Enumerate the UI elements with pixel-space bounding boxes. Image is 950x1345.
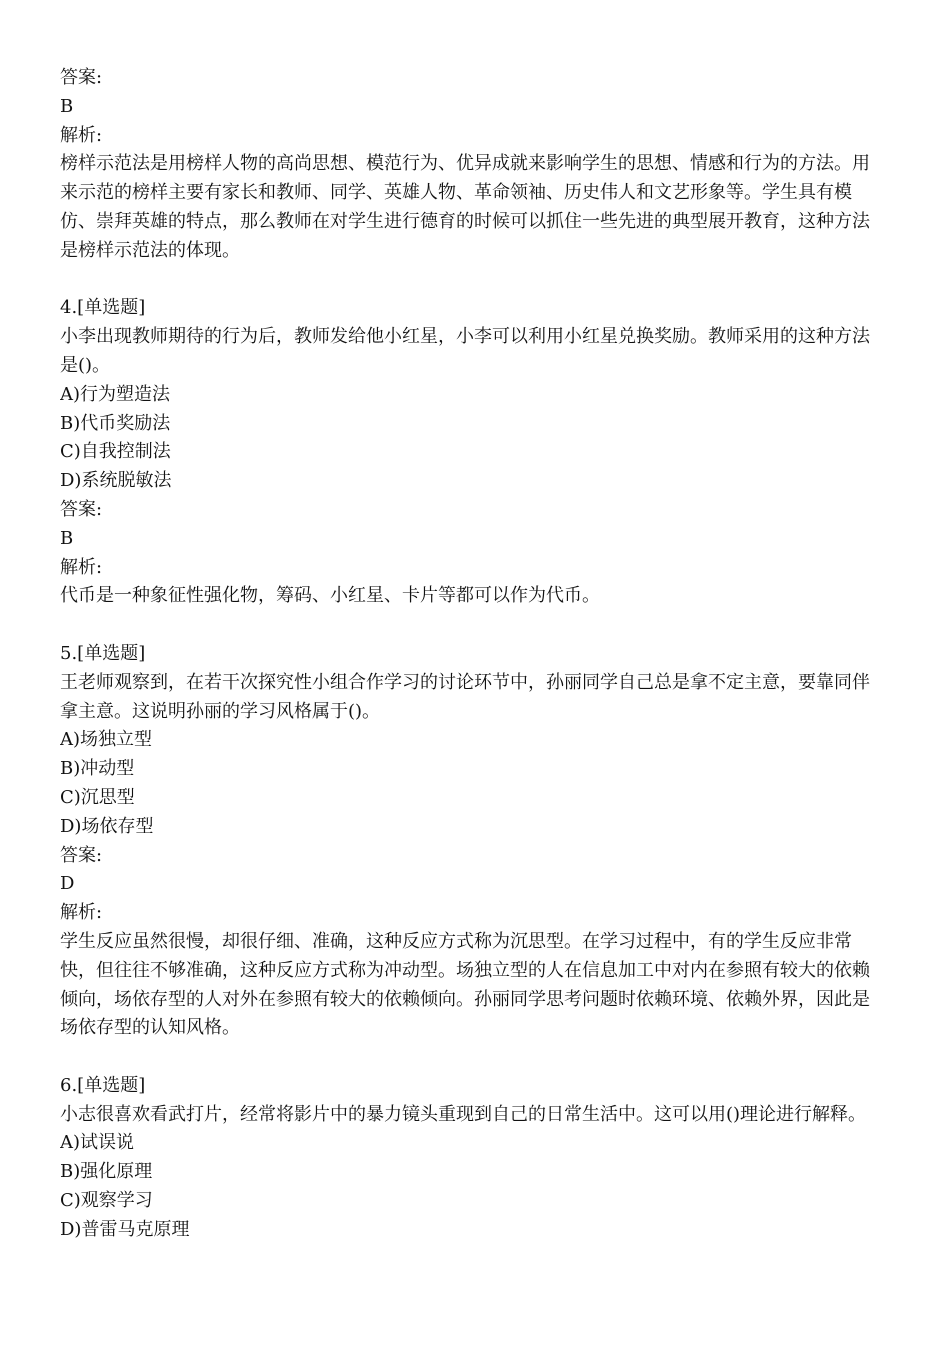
spacer	[60, 1043, 886, 1072]
question-header: 6.[单选题]	[60, 1074, 146, 1096]
option-c: C)沉思型	[60, 786, 135, 808]
answer-label: 答案:	[60, 498, 103, 520]
option-b: B)代币奖励法	[60, 412, 171, 434]
question-stem: 小志很喜欢看武打片，经常将影片中的暴力镜头重现到自己的日常生活中。这可以用()理论进行解释。	[60, 1103, 867, 1125]
option-a: A)试误说	[60, 1132, 135, 1154]
answer-value: B	[60, 95, 74, 117]
option-d: D)场依存型	[60, 815, 154, 837]
option-c: C)自我控制法	[60, 441, 171, 463]
answer-label: 答案:	[60, 844, 103, 866]
question-stem: 王老师观察到，在若干次探究性小组合作学习的讨论环节中，孙丽同学自己总是拿不定主意，要靠同伴拿主意。这说明孙丽的学习风格属于()。	[60, 671, 870, 722]
option-a: A)行为塑造法	[60, 383, 171, 405]
question-header: 4.[单选题]	[60, 297, 146, 319]
question-stem: 小李出现教师期待的行为后，教师发给他小红星，小李可以利用小红星兑换奖励。教师采用的这种方法是()。	[60, 326, 870, 376]
spacer	[60, 266, 886, 295]
answer-value: D	[60, 873, 75, 895]
option-d: D)普雷马克原理	[60, 1218, 190, 1240]
option-b: B)强化原理	[60, 1161, 153, 1183]
analysis-text: 学生反应虽然很慢，却很仔细、准确，这种反应方式称为沉思型。在学习过程中，有的学生反应非常快，但往往不够准确，这种反应方式称为冲动型。场独立型的人在信息加工中对内在参照有较大的依赖倾向，场依存型的人对外在参照有较大的依赖倾向。孙丽同学思考问题时依赖环境、依赖外界，因此是场依存型的认知风格。	[60, 930, 870, 1039]
analysis-label: 解析:	[60, 124, 103, 146]
option-a: A)场独立型	[60, 729, 153, 751]
option-d: D)系统脱敏法	[60, 470, 172, 492]
analysis-text: 榜样示范法是用榜样人物的高尚思想、模范行为、优异成就来影响学生的思想、情感和行为的方法。用来示范的榜样主要有家长和教师、同学、英雄人物、革命领袖、历史伟人和文艺形象等。学生具有模仿、崇拜英雄的特点，那么教师在对学生进行德育的时候可以抓住一些先进的典型展开教育，这种方法是榜样示范法的体现。	[60, 153, 870, 261]
analysis-label: 解析:	[60, 556, 103, 578]
analysis-label: 解析:	[60, 902, 103, 924]
answer-label: 答案:	[60, 67, 103, 88]
answer-value: B	[60, 527, 74, 549]
option-b: B)冲动型	[60, 758, 135, 780]
document-page	[60, 64, 886, 1245]
question-header: 5.[单选题]	[60, 642, 146, 664]
spacer	[60, 611, 886, 640]
option-c: C)观察学习	[60, 1190, 153, 1212]
analysis-text: 代币是一种象征性强化物，筹码、小红星、卡片等都可以作为代币。	[60, 585, 600, 607]
